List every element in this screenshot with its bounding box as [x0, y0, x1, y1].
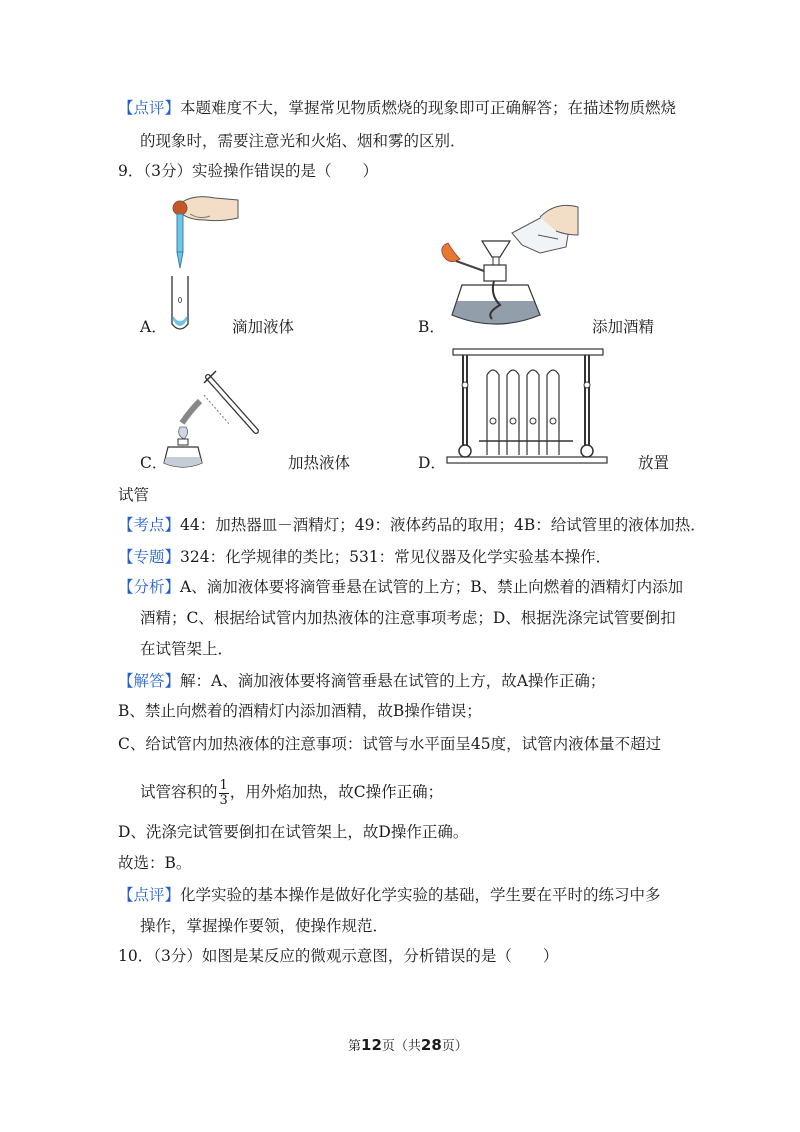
option-b-letter: B． [418, 318, 445, 336]
option-a-caption: 滴加液体 [232, 318, 295, 336]
figure-a-dropper [160, 190, 240, 340]
figure-c-heating-tube [160, 365, 260, 470]
fraction-one-third: $\frac{1}{3}$ [219, 777, 228, 808]
fenxi-line1: 【分析】A、滴加液体要将滴管垂悬在试管的上方；B、禁止向燃着的酒精灯内添加 [118, 578, 684, 596]
zhuanti-tag: 【专题】 [118, 548, 181, 566]
figure-b-alcohol-lamp [430, 195, 580, 335]
option-a-letter: A． [140, 318, 167, 336]
zhuanti-line: 【专题】324：化学规律的类比；531：常见仪器及化学实验基本操作． [118, 548, 612, 566]
kaodian-tag: 【考点】 [118, 516, 181, 534]
jieda-line4: 试管容积的 $\frac{1}{3}$ ，用外焰加热，故C操作正确； [140, 777, 444, 808]
option-c-caption: 加热液体 [288, 454, 351, 472]
fenxi-tag: 【分析】 [118, 578, 181, 596]
page-total: 28 [420, 1036, 442, 1054]
review-prev-line2: 的现象时，需要注意光和火焰、烟和雾的区别． [140, 132, 466, 150]
page-number: 12 [361, 1036, 382, 1054]
review-tag: 【点评】 [118, 886, 181, 904]
page-footer: 第12页（共28页） [348, 1036, 468, 1054]
jieda-line6: 故选：B。 [118, 854, 192, 872]
review-prev-line1: 【点评】本题难度不大，掌握常见物质燃烧的现象即可正确解答；在描述物质燃烧 [118, 99, 677, 117]
option-d-caption-cont: 试管 [118, 486, 150, 504]
option-c-letter: C． [140, 454, 168, 472]
kaodian-line: 【考点】44：加热器皿－酒精灯；49：液体药品的取用；4B：给试管里的液体加热． [118, 516, 706, 534]
jieda-line1: 【解答】解：A、滴加液体要将滴管垂悬在试管的上方，故A操作正确； [118, 672, 606, 690]
option-d-caption: 放置 [638, 454, 670, 472]
question10-stem: 10．（3分）如图是某反应的微观示意图，分析错误的是（ ） [118, 947, 559, 965]
jieda-tag: 【解答】 [118, 672, 181, 690]
option-d-letter: D． [418, 454, 446, 472]
figure-d-test-tube-rack [445, 345, 610, 465]
jieda-line2: B、禁止向燃着的酒精灯内添加酒精，故B操作错误； [118, 702, 482, 720]
review-line2: 操作，掌握操作要领，使操作规范． [140, 917, 389, 935]
option-b-caption: 添加酒精 [592, 318, 655, 336]
question9-stem: 9．（3分）实验操作错误的是（ ） [118, 162, 378, 180]
fenxi-line2: 酒精；C、根据给试管内加热液体的注意事项考虑；D、根据洗涤完试管要倒扣 [140, 609, 676, 627]
jieda-line5: D、洗涤完试管要倒扣在试管架上，故D操作正确。 [118, 823, 469, 841]
review-line1: 【点评】化学实验的基本操作是做好化学实验的基础，学生要在平时的练习中多 [118, 886, 661, 904]
fenxi-line3: 在试管架上． [140, 640, 234, 658]
jieda-line3: C、给试管内加热液体的注意事项：试管与水平面呈45度，试管内液体量不超过 [118, 735, 662, 753]
review-prev-tag: 【点评】 [118, 99, 181, 117]
